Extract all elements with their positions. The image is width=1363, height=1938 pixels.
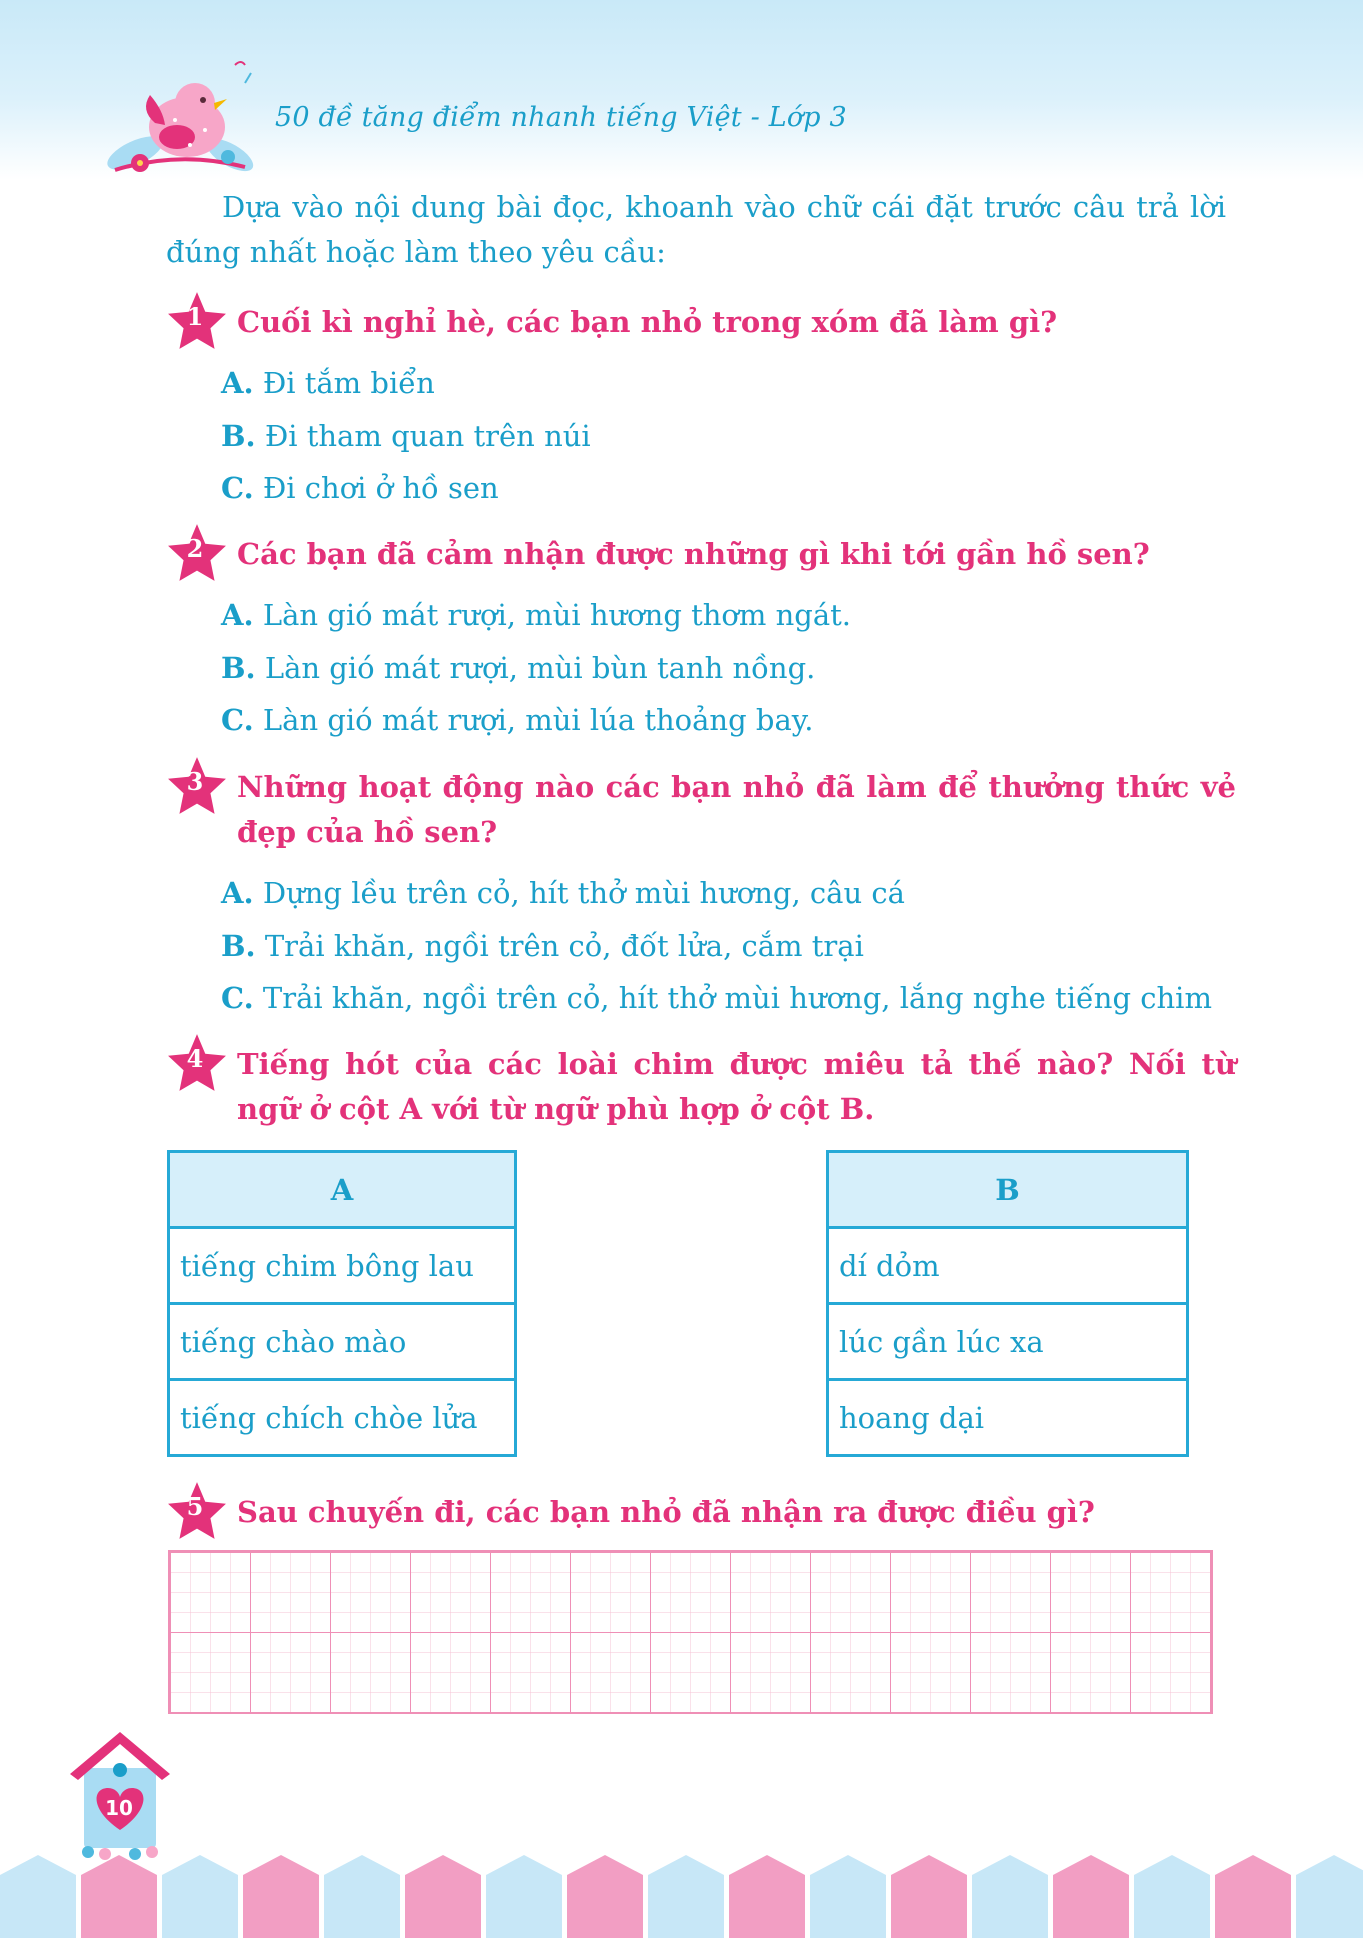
question-5 bbox=[166, 1490, 1236, 1535]
fence-picket bbox=[405, 1855, 481, 1938]
question-number-badge: 1 bbox=[166, 290, 228, 352]
fence-picket bbox=[81, 1855, 157, 1938]
question-3 bbox=[166, 765, 1236, 1025]
fence-picket bbox=[324, 1855, 400, 1938]
birdhouse-icon bbox=[70, 1730, 170, 1860]
question-2 bbox=[166, 532, 1236, 747]
question-text: Tiếng hót của các loài chim được miêu tả thế nào? Nối từ ngữ ở cột A với từ ngữ phù hợp ở cột B. bbox=[237, 1047, 1236, 1126]
option-b[interactable]: B. Đi tham quan trên núi bbox=[221, 418, 591, 453]
fence-picket bbox=[486, 1855, 562, 1938]
column-b-table bbox=[826, 1150, 1189, 1457]
column-b-item[interactable]: dí dỏm bbox=[828, 1228, 1188, 1304]
fence-picket bbox=[162, 1855, 238, 1938]
question-text: Cuối kì nghỉ hè, các bạn nhỏ trong xóm đã làm gì? bbox=[237, 305, 1058, 339]
grid-lines bbox=[170, 1552, 1211, 1712]
option-a[interactable]: A. Đi tắm biển bbox=[221, 366, 435, 400]
fence-picket bbox=[243, 1855, 319, 1938]
option-c[interactable]: C. Trải khăn, ngồi trên cỏ, hít thở mùi hương, lắng nghe tiếng chim bbox=[221, 981, 1212, 1015]
question-text: Những hoạt động nào các bạn nhỏ đã làm để thưởng thức vẻ đẹp của hồ sen? bbox=[237, 770, 1236, 849]
question-text: Sau chuyến đi, các bạn nhỏ đã nhận ra được điều gì? bbox=[237, 1495, 1095, 1529]
column-b-header: B bbox=[828, 1152, 1188, 1228]
question-number-badge: 3 bbox=[166, 755, 228, 817]
option-a[interactable]: A. Dựng lều trên cỏ, hít thở mùi hương, câu cá bbox=[221, 876, 905, 910]
fence-picket bbox=[1215, 1855, 1291, 1938]
column-b-item[interactable]: hoang dại bbox=[828, 1380, 1188, 1456]
column-a-item[interactable]: tiếng chào mào bbox=[169, 1304, 516, 1380]
page-number: 10 bbox=[105, 1796, 133, 1820]
fence-picket bbox=[648, 1855, 724, 1938]
column-a-item[interactable]: tiếng chim bông lau bbox=[169, 1228, 516, 1304]
option-b[interactable]: B. Làn gió mát rượi, mùi bùn tanh nồng. bbox=[221, 650, 816, 685]
fence-picket bbox=[810, 1855, 886, 1938]
fence-picket bbox=[891, 1855, 967, 1938]
fence-picket bbox=[1053, 1855, 1129, 1938]
option-c[interactable]: C. Đi chơi ở hồ sen bbox=[221, 471, 499, 505]
option-a[interactable]: A. Làn gió mát rượi, mùi hương thơm ngát. bbox=[221, 598, 852, 632]
column-b-item[interactable]: lúc gần lúc xa bbox=[828, 1304, 1188, 1380]
writing-grid[interactable] bbox=[168, 1550, 1213, 1714]
picket-fence-decoration bbox=[0, 1855, 1363, 1938]
column-a-table bbox=[167, 1150, 517, 1457]
page-header-title: 50 đề tăng điểm nhanh tiếng Việt - Lớp 3 bbox=[275, 102, 847, 133]
option-c[interactable]: C. Làn gió mát rượi, mùi lúa thoảng bay. bbox=[221, 703, 814, 737]
fence-picket bbox=[729, 1855, 805, 1938]
fence-picket bbox=[1296, 1855, 1363, 1938]
column-a-item[interactable]: tiếng chích chòe lửa bbox=[169, 1380, 516, 1456]
question-1 bbox=[166, 300, 1236, 515]
question-number-badge: 5 bbox=[166, 1480, 228, 1542]
instruction-text: Dựa vào nội dung bài đọc, khoanh vào chữ cái đặt trước câu trả lời đúng nhất hoặc làm theo yêu cầu: bbox=[166, 190, 1226, 269]
fence-picket bbox=[972, 1855, 1048, 1938]
fence-picket bbox=[1134, 1855, 1210, 1938]
bird-icon bbox=[95, 55, 265, 190]
question-number-badge: 4 bbox=[166, 1032, 228, 1094]
fence-picket bbox=[0, 1855, 76, 1938]
fence-picket bbox=[567, 1855, 643, 1938]
option-b[interactable]: B. Trải khăn, ngồi trên cỏ, đốt lửa, cắm trại bbox=[221, 928, 864, 963]
question-4 bbox=[166, 1042, 1236, 1132]
column-a-header: A bbox=[169, 1152, 516, 1228]
question-text: Các bạn đã cảm nhận được những gì khi tới gần hồ sen? bbox=[237, 537, 1150, 571]
question-number-badge: 2 bbox=[166, 522, 228, 584]
